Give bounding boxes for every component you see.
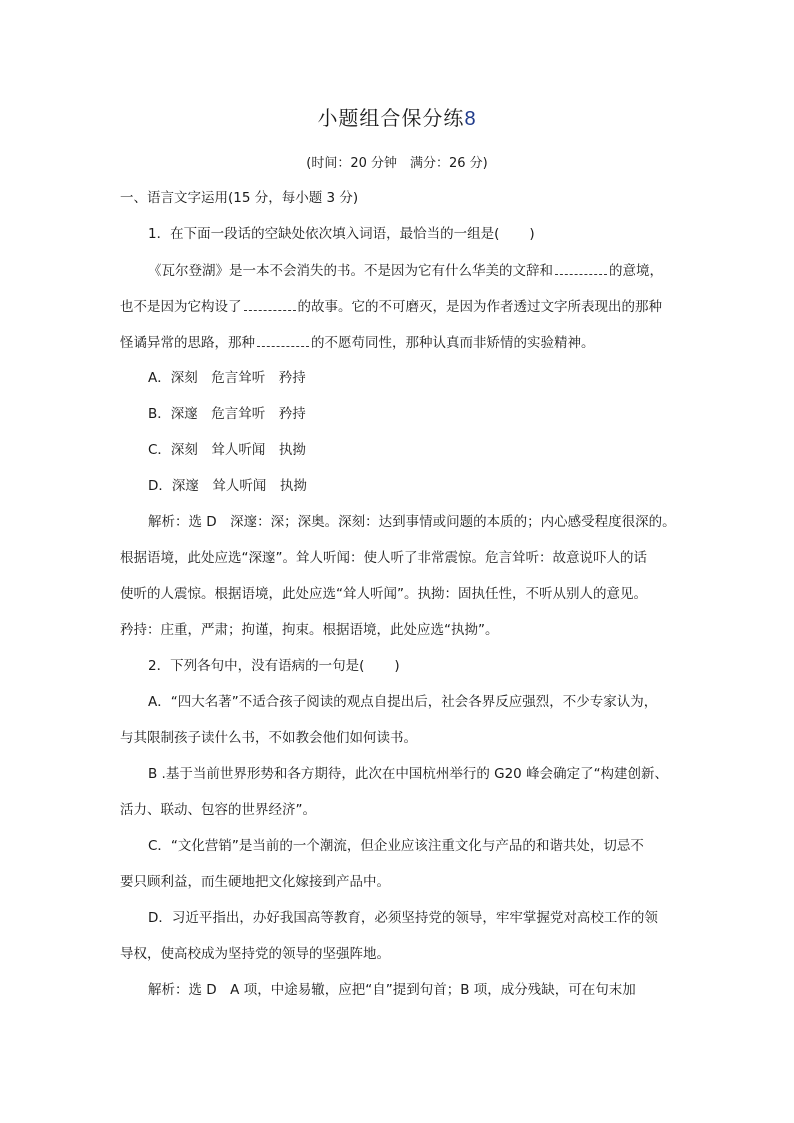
- option-d: D．深邃 耸人听闻 执拗: [148, 478, 307, 494]
- blank-1: [555, 260, 607, 275]
- analysis-1-line-2: 根据语境，此处应选“深邃”。耸人听闻：使人听了非常震惊。危言耸听：故意说吓人的话: [120, 550, 647, 566]
- option-c: C．深刻 耸人听闻 执拗: [148, 442, 306, 458]
- q2-option-c-line-2: 要只顾利益，而生硬地把文化嫁接到产品中。: [120, 874, 390, 890]
- q2-option-d-line-1: D．习近平指出，办好我国高等教育，必须坚持党的领导，牢牢掌握党对高校工作的领: [148, 910, 658, 926]
- q2-option-b-line-1: B .基于当前世界形势和各方期待，此次在中国杭州举行的 G20 峰会确定了“构建创新、: [148, 766, 669, 782]
- analysis-1-line-3: 使听的人震惊。根据语境，此处应选“耸人听闻”。执拗：固执任性，不听从别人的意见。: [120, 586, 647, 602]
- q2-option-b-line-2: 活力、联动、包容的世界经济”。: [120, 802, 316, 818]
- page-title: [0, 102, 794, 131]
- q2-option-c-line-1: C．“文化营销”是当前的一个潮流，但企业应该注重文化与产品的和谐共处，切忌不: [148, 838, 644, 854]
- q2-option-a-line-1: A．“四大名著”不适合孩子阅读的观点自提出后，社会各界反应强烈，不少专家认为，: [148, 694, 658, 710]
- title-number: 8: [464, 108, 477, 130]
- title-text: 小题组合保分练: [317, 106, 465, 130]
- question-1-stem: 1．在下面一段话的空缺处依次填入词语，最恰当的一组是( ): [148, 226, 535, 242]
- q2-option-a-line-2: 与其限制孩子读什么书，不如教会他们如何读书。: [120, 730, 417, 746]
- passage-line-2: 也不是因为它构设了 的故事。它的不可磨灭，是因为作者透过文字所表现出的那种: [120, 296, 680, 317]
- section-heading: 一、语言文字运用(15 分，每小题 3 分): [120, 190, 359, 206]
- option-a: A．深刻 危言耸听 矜持: [148, 370, 306, 386]
- analysis-1-line-1: 解析：选 D 深邃：深；深奥。深刻：达到事情或问题的本质的；内心感受程度很深的。: [148, 514, 676, 530]
- passage-line-1: 《瓦尔登湖》是一本不会消失的书。不是因为它有什么华美的文辞和 的意境，: [148, 260, 680, 281]
- question-2-stem: 2．下列各句中，没有语病的一句是( ): [148, 658, 400, 674]
- q2-option-d-line-2: 导权，使高校成为坚持党的领导的坚强阵地。: [120, 946, 390, 962]
- passage-line-3: 怪谲异常的思路，那种 的不愿苟同性，那种认真而非矫情的实验精神。: [120, 332, 680, 353]
- blank-3: [257, 332, 309, 347]
- analysis-2-line-1: 解析：选 D A 项，中途易辙，应把“自”提到句首；B 项，成分残缺，可在句末加: [148, 982, 636, 998]
- time-score-info: (时间：20 分钟 满分：26 分): [306, 156, 488, 171]
- blank-2: [244, 296, 296, 311]
- option-b: B．深邃 危言耸听 矜持: [148, 406, 306, 422]
- analysis-1-line-4: 矜持：庄重，严肃；拘谨，拘束。根据语境，此处应选“执拗”。: [120, 622, 499, 638]
